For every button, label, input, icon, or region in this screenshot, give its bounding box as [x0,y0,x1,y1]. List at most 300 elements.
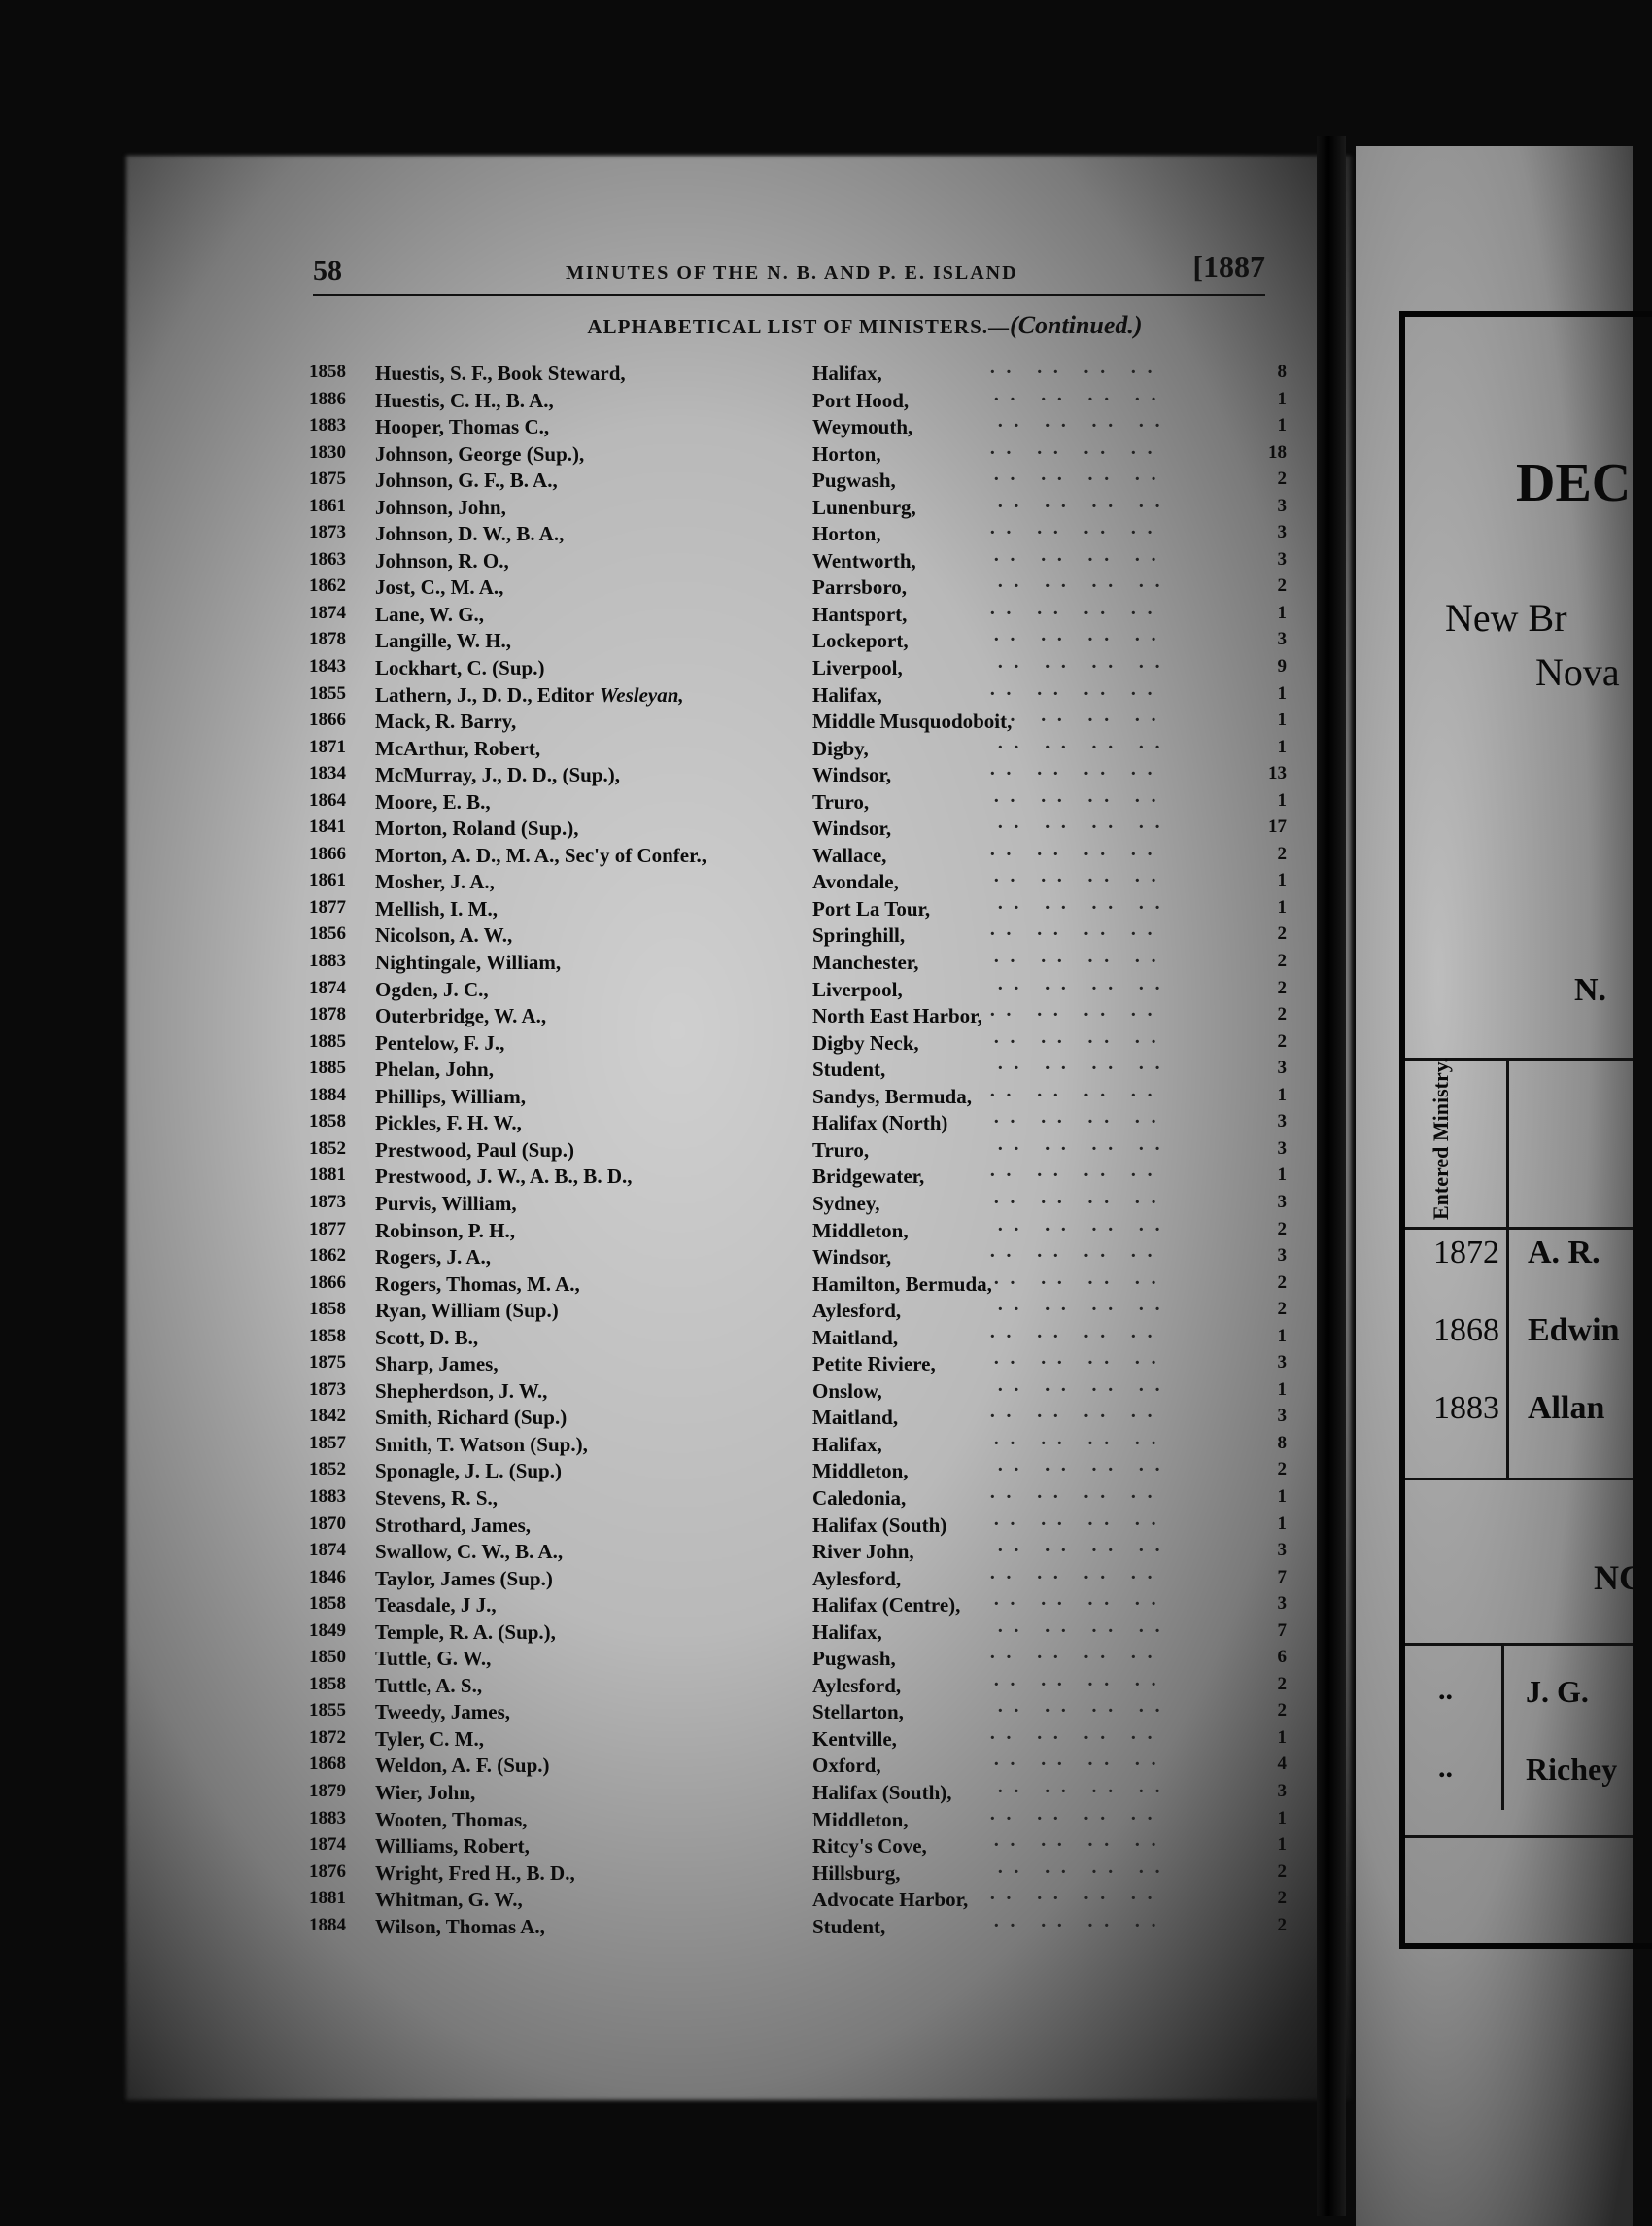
minister-name [375,1727,484,1752]
years-count: 3 [1277,629,1287,650]
leader-dots: ·· ·· ·· ·· [989,602,1163,624]
station: Truro, [812,1137,870,1162]
minister-name-text: Hooper, Thomas C., [375,415,550,439]
list-item [309,1725,1287,1753]
leader-dots: ·· ·· ·· ·· [993,1754,1167,1776]
minister-name [375,1647,491,1671]
minister-name [375,1459,562,1483]
list-item [309,1860,1287,1887]
station: Liverpool, [812,656,903,680]
minister-name-text: Morton, A. D., M. A., Sec'y of Confer., [375,843,707,867]
right-page-line2: Nova [1535,650,1620,694]
station: Hamilton, Bermuda, [812,1271,992,1296]
entered-year: 1874 [309,602,346,623]
entered-year: 1858 [309,362,346,382]
minister-name [375,1111,522,1135]
entered-year: 1842 [309,1406,346,1427]
entered-year: 1881 [309,1165,346,1186]
leader-dots: ·· ·· ·· ·· [993,789,1167,812]
minister-name [375,1674,482,1698]
right-page-line1: New Br [1445,596,1567,640]
minister-name [375,1085,526,1109]
minister-name-text: Wooten, Thomas, [375,1807,528,1831]
list-item [309,1083,1287,1110]
years-count: 3 [1277,548,1287,570]
list-item [309,1457,1287,1484]
years-count: 1 [1277,710,1287,731]
leader-dots: ·· ·· ·· ·· [993,1593,1167,1616]
years-count: 17 [1268,817,1287,838]
list-item [309,1618,1287,1646]
minister-name [375,951,561,975]
leader-dots: ·· ·· ·· ·· [989,522,1163,544]
station: Ritcy's Cove, [812,1834,927,1859]
entered-year: 1871 [309,736,346,757]
leader-dots: ·· ·· ·· ·· [997,1378,1171,1401]
leader-dots: ·· ·· ·· ·· [993,629,1167,651]
entered-year: 1862 [309,1245,346,1267]
list-item [309,601,1287,628]
list-item [309,1109,1287,1136]
station: Port Hood, [812,388,910,412]
list-item [309,922,1287,949]
station: Aylesford, [812,1566,902,1590]
station: Pugwash, [812,469,896,493]
minister-name [375,469,558,493]
list-item [309,1190,1287,1217]
years-count: 2 [1277,469,1287,490]
list-item [309,1672,1287,1699]
entered-year: 1883 [309,1485,346,1507]
entered-year: 1874 [309,1540,346,1561]
station: Stellarton, [812,1700,904,1724]
leader-dots: ·· ·· ·· ·· [997,1137,1171,1160]
minister-name-text: Johnson, George (Sup.), [375,441,585,466]
entered-year: 1852 [309,1459,346,1480]
station: Truro, [812,789,870,814]
station: Digby, [812,736,869,760]
years-count: 3 [1277,1058,1287,1079]
right-table-divider [1506,1060,1509,1478]
minister-name-text: Strothard, James, [375,1513,532,1537]
station: Avondale, [812,870,899,894]
list-item [309,1270,1287,1298]
list-item [309,440,1287,468]
leader-dots: ·· ·· ·· ·· [997,896,1171,919]
minister-name [375,1620,556,1645]
minister-name [375,1165,632,1189]
minister-name [375,549,509,574]
leader-dots: ·· ·· ·· ·· [997,1700,1171,1722]
leader-dots: ·· ·· ·· ·· [993,710,1167,732]
minister-name-text: Tweedy, James, [375,1700,511,1724]
years-count: 2 [1277,1914,1287,1935]
leader-dots: ·· ·· ·· ·· [993,1513,1167,1535]
list-item [309,1217,1287,1244]
years-count: 1 [1277,1084,1287,1105]
minister-name-text: Wright, Fred H., B. D., [375,1861,575,1885]
leader-dots: ·· ·· ·· ·· [993,388,1167,410]
years-count: 18 [1268,441,1287,463]
minister-name-text: Jost, C., M. A., [375,575,504,600]
leader-dots: ·· ·· ·· ·· [997,1459,1171,1481]
entered-year: 1841 [309,817,346,838]
station: Wallace, [812,843,887,867]
minister-name-text: Mellish, I. M., [375,896,498,921]
years-count: 2 [1277,951,1287,972]
list-item [309,467,1287,494]
entered-year: 1864 [309,789,346,811]
entered-year: 1884 [309,1914,346,1935]
years-count: 7 [1277,1566,1287,1587]
minister-name [375,870,495,894]
years-count: 2 [1277,843,1287,864]
minister-name [375,683,684,708]
station: Halifax (South) [812,1513,947,1537]
list-item [309,895,1287,922]
leader-dots: ·· ·· ·· ·· [989,362,1163,383]
list-item [309,1350,1287,1377]
right-table-year: 1872 [1433,1235,1499,1270]
minister-name-text: Taylor, James (Sup.) [375,1566,553,1590]
years-count: 1 [1277,896,1287,918]
years-count: 1 [1277,415,1287,436]
minister-name [375,389,554,413]
leader-dots: ·· ·· ·· ·· [993,1111,1167,1133]
list-item [309,494,1287,521]
minister-name [375,1031,504,1056]
right-table-rule-3 [1405,1478,1633,1480]
right-table-column-header: Entered Ministry. [1428,1057,1453,1220]
running-head: MINUTES OF THE N. B. AND P. E. ISLAND [566,262,1018,284]
years-count: 3 [1277,1245,1287,1267]
list-item [309,1591,1287,1618]
station: Lunenburg, [812,495,916,519]
leader-dots: ·· ·· ·· ·· [989,1647,1163,1669]
minister-name-text: Mosher, J. A., [375,870,495,894]
minister-name [375,763,620,787]
minister-name-text: Tuttle, A. S., [375,1673,483,1697]
minister-name [375,522,564,546]
entered-year: 1852 [309,1137,346,1159]
list-item [309,1431,1287,1458]
minister-name [375,1781,475,1805]
minister-name-text: Ogden, J. C., [375,977,489,1001]
years-count: 2 [1277,1861,1287,1882]
list-item [309,788,1287,816]
list-item [309,1832,1287,1860]
minister-name-text: Prestwood, J. W., A. B., B. D., [375,1165,633,1189]
leader-dots: ·· ·· ·· ·· [997,1218,1171,1240]
station: Aylesford, [812,1673,902,1697]
entered-year: 1870 [309,1513,346,1534]
station: Middleton, [812,1807,909,1831]
minister-name-text: Nicolson, A. W., [375,923,513,948]
minister-name [375,1834,530,1859]
list-item [309,520,1287,547]
leader-dots: ·· ·· ·· ·· [989,441,1163,464]
minister-name [375,496,506,520]
list-item [309,1779,1287,1806]
station: Lockeport, [812,629,909,653]
leader-dots: ·· ·· ·· ·· [993,870,1167,892]
leader-dots: ·· ·· ·· ·· [993,1030,1167,1053]
years-count: 7 [1277,1619,1287,1641]
years-count: 3 [1277,1406,1287,1427]
station: Aylesford, [812,1299,902,1323]
entered-year: 1875 [309,469,346,490]
list-item [309,1806,1287,1833]
minister-name-text: Shepherdson, J. W., [375,1378,548,1403]
years-count: 1 [1277,682,1287,704]
station: Parrsboro, [812,575,908,600]
station: Student, [812,1914,886,1938]
station: Weymouth, [812,415,913,439]
minister-name-text: Rogers, J. A., [375,1245,491,1270]
entered-year: 1879 [309,1780,346,1801]
entered-year: 1846 [309,1566,346,1587]
station: Halifax (Centre), [812,1593,961,1617]
station: Halifax, [812,1432,882,1456]
years-count: 2 [1277,1299,1287,1320]
right-table-name: Edwin [1528,1312,1620,1348]
list-item [309,1752,1287,1779]
leader-dots: ·· ·· ·· ·· [993,1834,1167,1857]
minister-name [375,1379,547,1404]
left-page [292,233,1292,2002]
list-item [309,1404,1287,1431]
minister-name [375,1540,563,1564]
minister-name-text: Johnson, G. F., B. A., [375,469,558,493]
station: Halifax (South), [812,1780,952,1804]
list-item [309,627,1287,654]
leader-dots: ·· ·· ·· ·· [993,1352,1167,1374]
list-item [309,1163,1287,1190]
entered-year: 1878 [309,1004,346,1026]
years-count: 9 [1277,656,1287,678]
list-item [309,1698,1287,1725]
right-table2-rule [1405,1643,1633,1646]
minister-name [375,1299,559,1323]
station: Halifax, [812,362,882,385]
station: Digby Neck, [812,1030,919,1055]
leader-dots: ·· ·· ·· ·· [993,469,1167,491]
section-title-text: ALPHABETICAL LIST OF MINISTERS.— [587,315,1011,338]
entered-year: 1873 [309,522,346,543]
minister-name [375,1486,498,1511]
minister-name [375,790,491,815]
right-table-name: Allan [1528,1390,1605,1426]
minister-name [375,415,549,439]
minister-name-text: Robinson, P. H., [375,1218,515,1242]
station: Middleton, [812,1459,909,1483]
leader-dots: ·· ·· ·· ·· [993,1673,1167,1695]
years-count: 1 [1277,1807,1287,1828]
minister-name [375,1915,545,1939]
entered-year: 1881 [309,1888,346,1909]
list-item [309,1243,1287,1270]
entered-year: 1873 [309,1378,346,1400]
years-count: 6 [1277,1647,1287,1668]
years-count: 3 [1277,1111,1287,1132]
entered-year: 1858 [309,1593,346,1615]
entered-year: 1830 [309,441,346,463]
leader-dots: ·· ·· ·· ·· [993,951,1167,973]
years-count: 3 [1277,1137,1287,1159]
minister-name-text: Sponagle, J. L. (Sup.) [375,1459,562,1483]
years-count: 3 [1277,522,1287,543]
minister-name-text: Phelan, John, [375,1058,494,1082]
station: River John, [812,1540,914,1564]
leader-dots: ·· ·· ·· ·· [997,575,1171,598]
entered-year: 1849 [309,1619,346,1641]
list-item [309,1886,1287,1913]
entered-year: 1834 [309,763,346,784]
station: Pugwash, [812,1647,896,1671]
minister-name-text: McArthur, Robert, [375,736,541,760]
leader-dots: ·· ·· ·· ·· [989,923,1163,946]
station: Advocate Harbor, [812,1888,969,1912]
leader-dots: ·· ·· ·· ·· [997,1058,1171,1080]
station: Middleton, [812,1218,909,1242]
years-count: 2 [1277,923,1287,945]
list-item [309,815,1287,842]
minister-name [375,897,498,922]
station: Horton, [812,441,881,466]
minister-name [375,442,584,467]
entered-year: 1866 [309,1271,346,1293]
minister-name [375,1245,491,1270]
minister-name-text: Lane, W. G., [375,602,485,626]
ministers-list [309,360,1287,1939]
minister-name [375,737,540,761]
list-item [309,1377,1287,1405]
entered-year: 1874 [309,977,346,998]
leader-dots: ·· ·· ·· ·· [989,1566,1163,1588]
list-item [309,1512,1287,1539]
list-item [309,1484,1287,1512]
minister-name [375,362,626,386]
station: Bridgewater, [812,1165,925,1189]
station: Hillsburg, [812,1861,901,1885]
minister-name-text: McMurray, J., D. D., (Sup.), [375,763,620,787]
station: Oxford, [812,1754,881,1778]
book-spine [1317,136,1346,2216]
minister-name-text: Mack, R. Barry, [375,710,517,734]
minister-name [375,1326,478,1350]
minister-name-text: Smith, Richard (Sup.) [375,1406,568,1430]
list-item [309,681,1287,709]
entered-year: 1850 [309,1647,346,1668]
minister-name-italic: Wesleyan, [600,682,684,707]
right-page-title: DEC [1516,453,1632,513]
years-count: 1 [1277,1485,1287,1507]
minister-name [375,1138,574,1163]
list-item [309,1002,1287,1029]
minister-name [375,1754,550,1778]
minister-name-text: Prestwood, Paul (Sup.) [375,1137,574,1162]
header-year: [1887 [1192,249,1265,284]
leader-dots: ·· ·· ·· ·· [993,1432,1167,1454]
entered-year: 1878 [309,629,346,650]
minister-name [375,1513,531,1538]
minister-name [375,1219,515,1243]
station: Caledonia, [812,1485,907,1510]
minister-name-text: Langille, W. H., [375,629,512,653]
leader-dots: ·· ·· ·· ·· [997,1540,1171,1562]
list-item [309,1538,1287,1565]
minister-name-text: Stevens, R. S., [375,1485,499,1510]
station: Wentworth, [812,548,916,573]
years-count: 8 [1277,362,1287,382]
minister-name [375,1700,510,1724]
section-continued: (Continued.) [1010,311,1143,339]
minister-name-text: Tyler, C. M., [375,1726,484,1751]
list-item [309,735,1287,762]
leader-dots: ·· ·· ·· ·· [989,1084,1163,1106]
minister-name [375,656,544,680]
entered-year: 1877 [309,896,346,918]
entered-year: 1856 [309,923,346,945]
entered-year: 1858 [309,1111,346,1132]
minister-name [375,1004,546,1028]
leader-dots: ·· ·· ·· ·· [989,1245,1163,1268]
station: Hantsport, [812,602,908,626]
minister-name-text: Pentelow, F. J., [375,1030,505,1055]
list-item [309,1136,1287,1164]
entered-year: 1862 [309,575,346,597]
years-count: 13 [1268,763,1287,784]
minister-name [375,1433,588,1457]
years-count: 3 [1277,1352,1287,1374]
minister-name-text: Wilson, Thomas A., [375,1914,545,1938]
minister-name [375,844,706,868]
list-item [309,1913,1287,1940]
leader-dots: ·· ·· ·· ·· [997,656,1171,678]
years-count: 1 [1277,1513,1287,1534]
minister-name [375,1192,517,1216]
years-count: 3 [1277,1593,1287,1615]
minister-name-text: Huestis, C. H., B. A., [375,388,554,412]
minister-name-text: Williams, Robert, [375,1834,530,1859]
list-item [309,360,1287,387]
station: Student, [812,1058,886,1082]
minister-name [375,1272,580,1297]
right-table2-year: .. [1438,1752,1453,1784]
years-count: 2 [1277,1700,1287,1722]
right-table-year: 1868 [1433,1312,1499,1348]
years-count: 3 [1277,1780,1287,1801]
minister-name-text: Lathern, J., D. D., Editor [375,682,595,707]
station: Liverpool, [812,977,903,1001]
station: Sydney, [812,1191,880,1215]
minister-name-text: Huestis, S. F., Book Steward, [375,362,626,385]
list-item [309,387,1287,414]
years-count: 2 [1277,1673,1287,1694]
minister-name-text: Lockhart, C. (Sup.) [375,656,545,680]
right-table-rule-2 [1405,1227,1633,1230]
right-table2-divider [1501,1645,1504,1810]
page-number: 58 [313,255,342,287]
list-item [309,1645,1287,1672]
minister-name-text: Johnson, D. W., B. A., [375,522,565,546]
leader-dots: ·· ·· ·· ·· [993,548,1167,571]
list-item [309,761,1287,788]
years-count: 3 [1277,495,1287,516]
years-count: 2 [1277,575,1287,597]
years-count: 1 [1277,1378,1287,1400]
years-count: 1 [1277,1726,1287,1748]
